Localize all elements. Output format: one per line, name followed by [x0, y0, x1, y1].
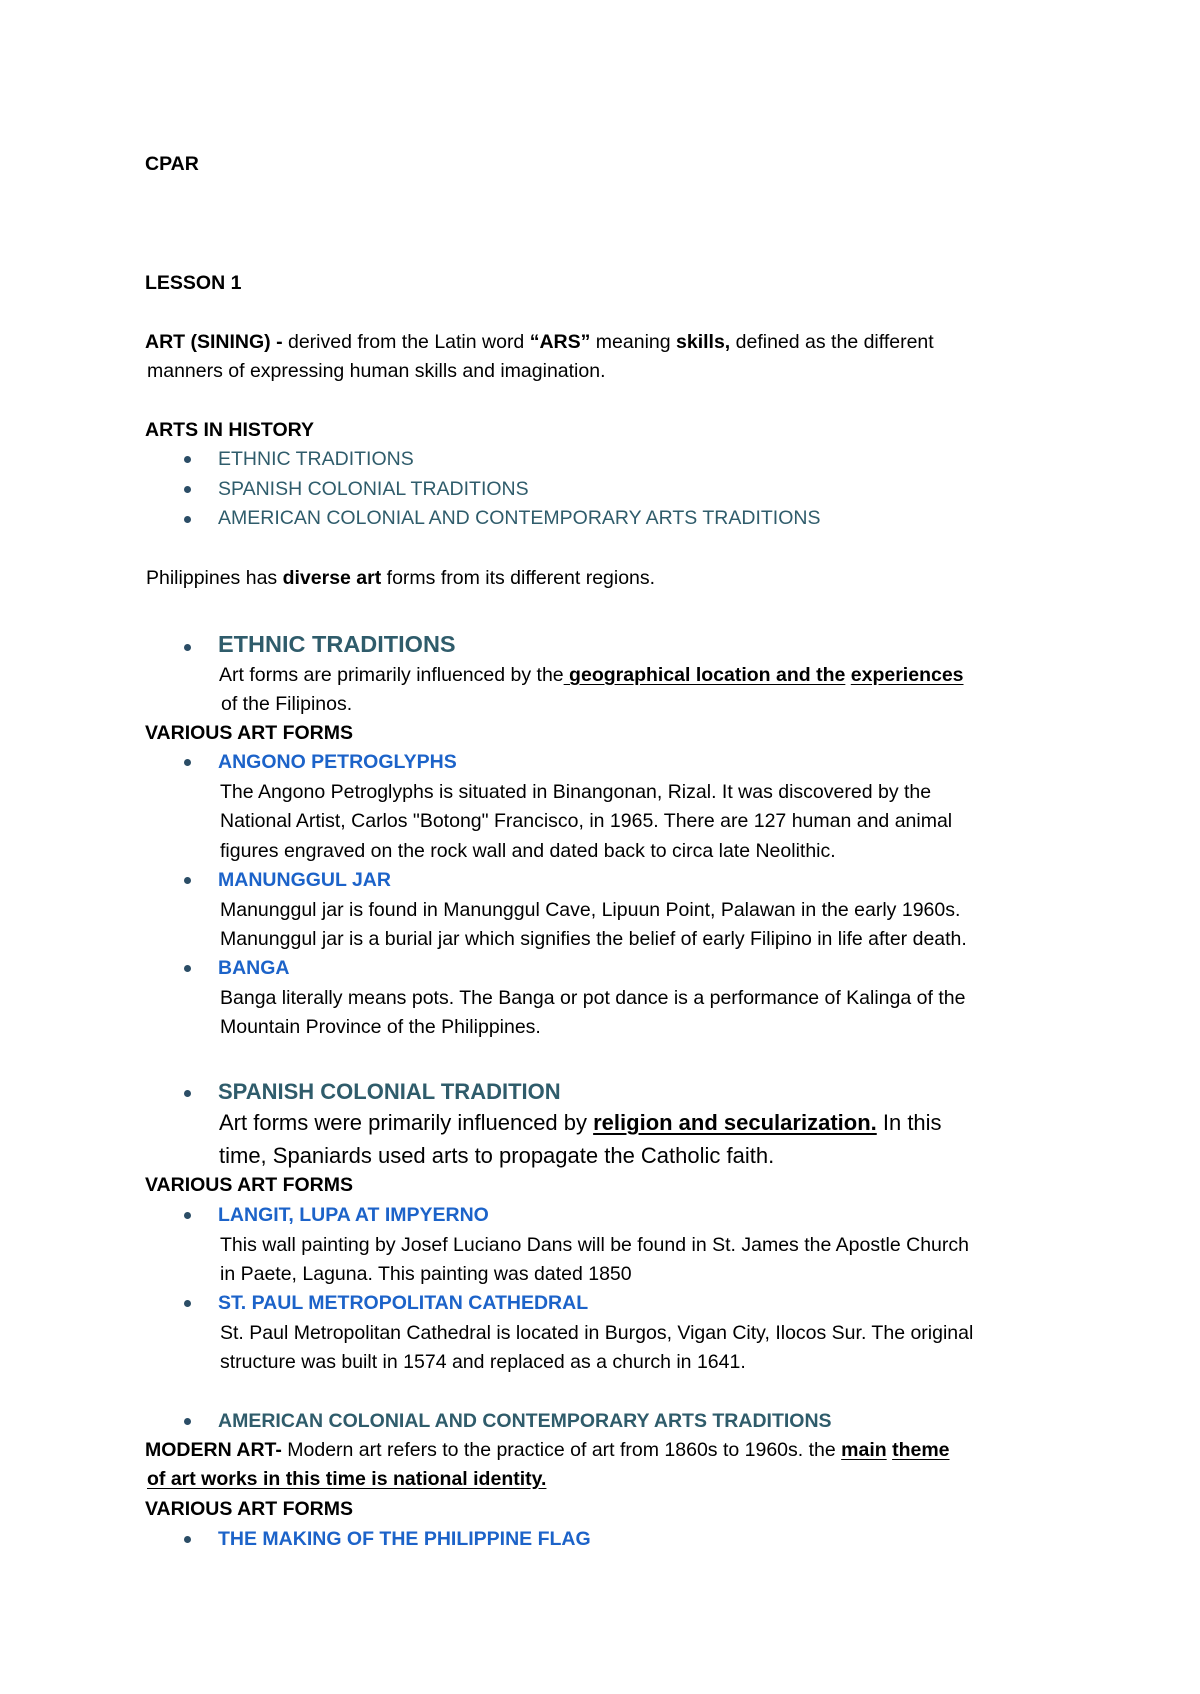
art-form-title: MANUNGGUL JAR — [218, 869, 391, 891]
art-form-desc: Mountain Province of the Philippines. — [220, 1016, 541, 1038]
history-item: ETHNIC TRADITIONS — [218, 448, 414, 470]
art-definition-line2: manners of expressing human skills and imagination. — [147, 360, 606, 382]
spanish-intro-line2: time, Spaniards used arts to propagate the Catholic faith. — [219, 1143, 775, 1168]
art-term: ART (SINING) - — [145, 331, 283, 353]
modern-art-line2: of art works in this time is national identity. — [147, 1468, 547, 1490]
bullet-icon — [184, 456, 191, 463]
various-art-forms-heading: VARIOUS ART FORMS — [145, 1174, 353, 1196]
bullet-icon — [184, 644, 191, 651]
history-item: SPANISH COLONIAL TRADITIONS — [218, 478, 529, 500]
american-tradition-title: AMERICAN COLONIAL AND CONTEMPORARY ARTS TRADITIONS — [218, 1410, 832, 1432]
bullet-icon — [184, 486, 191, 493]
art-form-desc: structure was built in 1574 and replaced as a church in 1641. — [220, 1351, 746, 1373]
art-form-desc: Manunggul jar is a burial jar which signifies the belief of early Filipino in life after death. — [220, 928, 967, 950]
bullet-icon — [184, 1212, 191, 1219]
bullet-icon — [184, 759, 191, 766]
art-form-title: THE MAKING OF THE PHILIPPINE FLAG — [218, 1528, 591, 1550]
art-definition-line1: ART (SINING) - derived from the Latin word “ARS” meaning skills, defined as the different — [145, 331, 934, 353]
diverse-art-sentence: Philippines has diverse art forms from its different regions. — [146, 567, 656, 589]
skills-word: skills, — [676, 331, 731, 353]
bullet-icon — [184, 877, 191, 884]
ethnic-intro-line1: Art forms are primarily influenced by the geographical location and the experiences — [219, 664, 964, 686]
art-form-desc: The Angono Petroglyphs is situated in Binangonan, Rizal. It was discovered by the — [220, 781, 932, 803]
bullet-icon — [184, 516, 191, 523]
ethnic-traditions-title: ETHNIC TRADITIONS — [218, 631, 456, 657]
modern-art-term: MODERN ART- — [145, 1439, 282, 1461]
various-art-forms-heading: VARIOUS ART FORMS — [145, 1498, 353, 1520]
bullet-icon — [184, 1090, 191, 1097]
art-form-desc: figures engraved on the rock wall and dated back to circa late Neolithic. — [220, 840, 836, 862]
art-form-desc: Banga literally means pots. The Banga or pot dance is a performance of Kalinga of the — [220, 987, 966, 1009]
lesson-title: LESSON 1 — [145, 272, 242, 294]
history-item: AMERICAN COLONIAL AND CONTEMPORARY ARTS TRADITIONS — [218, 507, 821, 529]
bullet-icon — [184, 1536, 191, 1543]
bullet-icon — [184, 1300, 191, 1307]
arts-in-history-heading: ARTS IN HISTORY — [145, 419, 315, 441]
art-form-desc: Manunggul jar is found in Manunggul Cave, Lipuun Point, Palawan in the early 1960s. — [220, 899, 961, 921]
art-form-desc: St. Paul Metropolitan Cathedral is located in Burgos, Vigan City, Ilocos Sur. The original — [220, 1322, 974, 1344]
subject-label: CPAR — [145, 153, 199, 175]
ethnic-intro-line2: of the Filipinos. — [221, 693, 353, 715]
spanish-tradition-title: SPANISH COLONIAL TRADITION — [218, 1079, 561, 1104]
art-form-title: ANGONO PETROGLYPHS — [218, 751, 457, 773]
bullet-icon — [184, 965, 191, 972]
various-art-forms-heading: VARIOUS ART FORMS — [145, 722, 353, 744]
bullet-icon — [184, 1418, 191, 1425]
art-form-title: LANGIT, LUPA AT IMPYERNO — [218, 1204, 489, 1226]
art-form-desc: This wall painting by Josef Luciano Dans will be found in St. James the Apostle Church — [220, 1234, 969, 1256]
art-form-title: BANGA — [218, 957, 290, 979]
art-form-desc: National Artist, Carlos "Botong" Francisco, in 1965. There are 127 human and animal — [220, 810, 953, 832]
art-form-title: ST. PAUL METROPOLITAN CATHEDRAL — [218, 1292, 589, 1314]
ars-word: “ARS” — [529, 331, 591, 353]
spanish-intro-line1: Art forms were primarily influenced by religion and secularization. In this — [219, 1110, 942, 1135]
art-form-desc: in Paete, Laguna. This painting was dated 1850 — [220, 1263, 632, 1285]
modern-art-line1: MODERN ART- Modern art refers to the practice of art from 1860s to 1960s. the main theme — [145, 1439, 950, 1461]
